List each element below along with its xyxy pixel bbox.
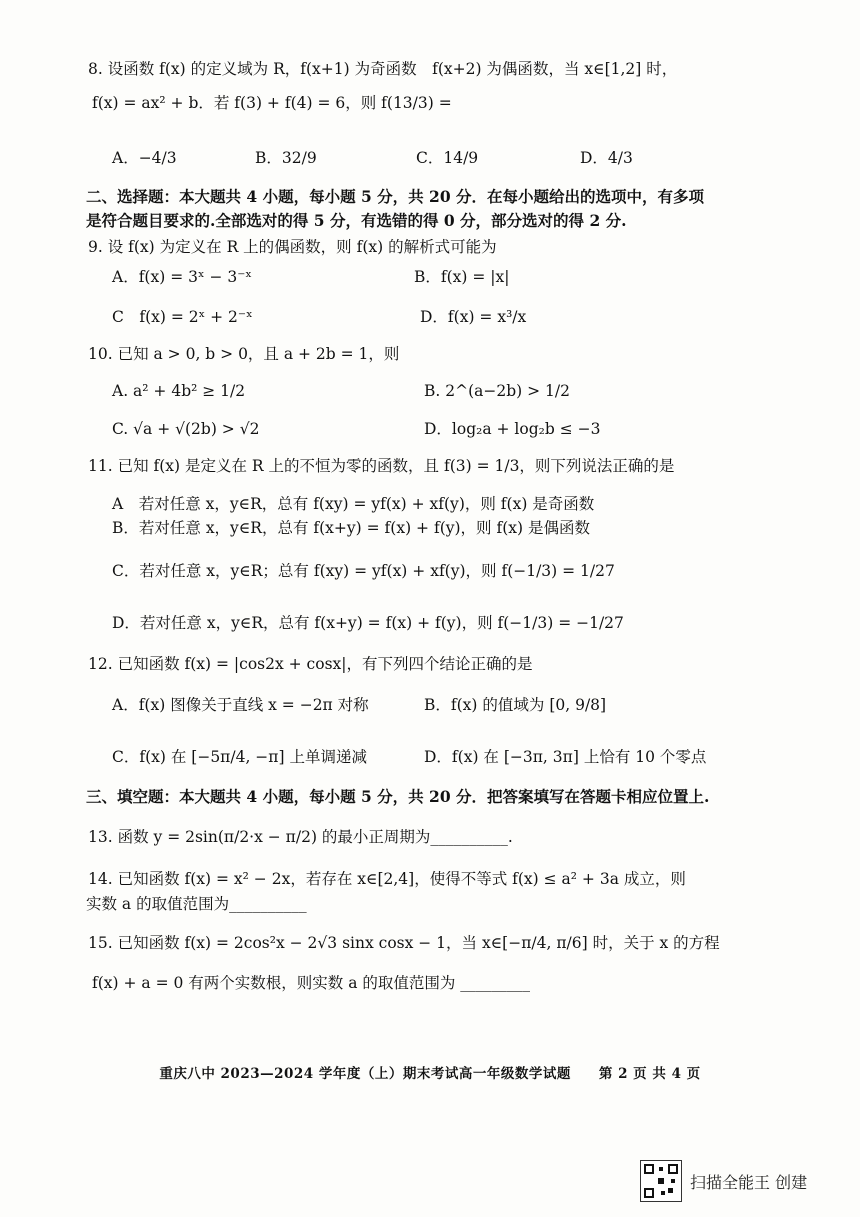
q11-stem: 11. 已知 f(x) 是定义在 R 上的不恒为零的函数，且 f(3) = 1/3，则下列说法正确的是 [88, 457, 675, 475]
q14-line2: 实数 a 的取值范围为__________ [86, 895, 307, 913]
section2-rules: 是符合题目要求的.全部选对的得 5 分，有选错的得 0 分，部分选对的得 2 分. [86, 211, 627, 230]
qr-code-icon [640, 1160, 682, 1202]
q9-option-b: B．f(x) = |x| [414, 268, 510, 286]
q9-option-d: D．f(x) = x³/x [420, 308, 527, 326]
page-footer: 重庆八中 2023—2024 学年度（上）期末考试高一年级数学试题 第 2 页 共 4 页 [159, 1066, 701, 1082]
q12-option-a: A．f(x) 图像关于直线 x = −2π 对称 [112, 696, 369, 714]
q10-option-d: D．log₂a + log₂b ≤ −3 [424, 420, 601, 438]
q8-option-d: D．4/3 [580, 149, 633, 167]
section2-title: 二、选择题：本大题共 4 小题，每小题 5 分，共 20 分．在每小题给出的选项中，有多项 [86, 187, 705, 206]
scanner-label: 扫描全能王 创建 [690, 1172, 808, 1192]
q15-line1: 15. 已知函数 f(x) = 2cos²x − 2√3 sinx cosx − 1，当 x∈[−π/4, π/6] 时，关于 x 的方程 [88, 934, 720, 952]
q12-stem: 12. 已知函数 f(x) = |cos2x + cosx|，有下列四个结论正确的是 [88, 655, 533, 673]
q8-option-b: B．32/9 [255, 149, 317, 167]
q12-option-c: C．f(x) 在 [−5π/4, −π] 上单调递减 [112, 748, 367, 766]
q11-option-a: A 若对任意 x，y∈R，总有 f(xy) = yf(x) + xf(y)，则 f(x) 是奇函数 [112, 495, 595, 513]
q12-option-d: D．f(x) 在 [−3π, 3π] 上恰有 10 个零点 [424, 748, 707, 766]
q15-line2: f(x) + a = 0 有两个实数根，则实数 a 的取值范围为 _________ [92, 974, 531, 992]
q10-stem: 10. 已知 a > 0, b > 0，且 a + 2b = 1，则 [88, 345, 400, 363]
q11-option-b: B．若对任意 x，y∈R，总有 f(x+y) = f(x) + f(y)，则 f(x) 是偶函数 [112, 519, 590, 537]
q8-line2: f(x) = ax² + b．若 f(3) + f(4) = 6，则 f(13/3) = [92, 94, 452, 112]
q8-option-c: C．14/9 [416, 149, 479, 167]
q9-option-c: C f(x) = 2ˣ + 2⁻ˣ [112, 308, 253, 326]
q12-option-b: B．f(x) 的值域为 [0, 9/8] [424, 696, 607, 714]
q11-option-c: C．若对任意 x，y∈R；总有 f(xy) = yf(x) + xf(y)，则 f(−1/3) = 1/27 [112, 562, 615, 580]
q13: 13. 函数 y = 2sin(π/2·x − π/2) 的最小正周期为__________. [88, 828, 513, 846]
q9-stem: 9. 设 f(x) 为定义在 R 上的偶函数，则 f(x) 的解析式可能为 [88, 238, 497, 256]
q14-line1: 14. 已知函数 f(x) = x² − 2x，若存在 x∈[2,4]，使得不等式 f(x) ≤ a² + 3a 成立，则 [88, 870, 686, 888]
q10-option-b: B. 2^(a−2b) > 1/2 [424, 382, 570, 400]
q8-line1: 8. 设函数 f(x) 的定义域为 R，f(x+1) 为奇函数 f(x+2) 为偶函数，当 x∈[1,2] 时， [88, 60, 678, 78]
scanner-watermark [640, 1160, 807, 1202]
q11-option-d: D．若对任意 x，y∈R，总有 f(x+y) = f(x) + f(y)，则 f(−1/3) = −1/27 [112, 614, 624, 632]
q10-option-a: A. a² + 4b² ≥ 1/2 [112, 382, 246, 400]
q9-option-a: A．f(x) = 3ˣ − 3⁻ˣ [112, 268, 252, 286]
q10-option-c: C. √a + √(2b) > √2 [112, 420, 260, 438]
section3-title: 三、填空题：本大题共 4 小题，每小题 5 分，共 20 分．把答案填写在答题卡相应位置上. [86, 787, 710, 806]
q8-option-a: A．−4/3 [112, 149, 177, 167]
